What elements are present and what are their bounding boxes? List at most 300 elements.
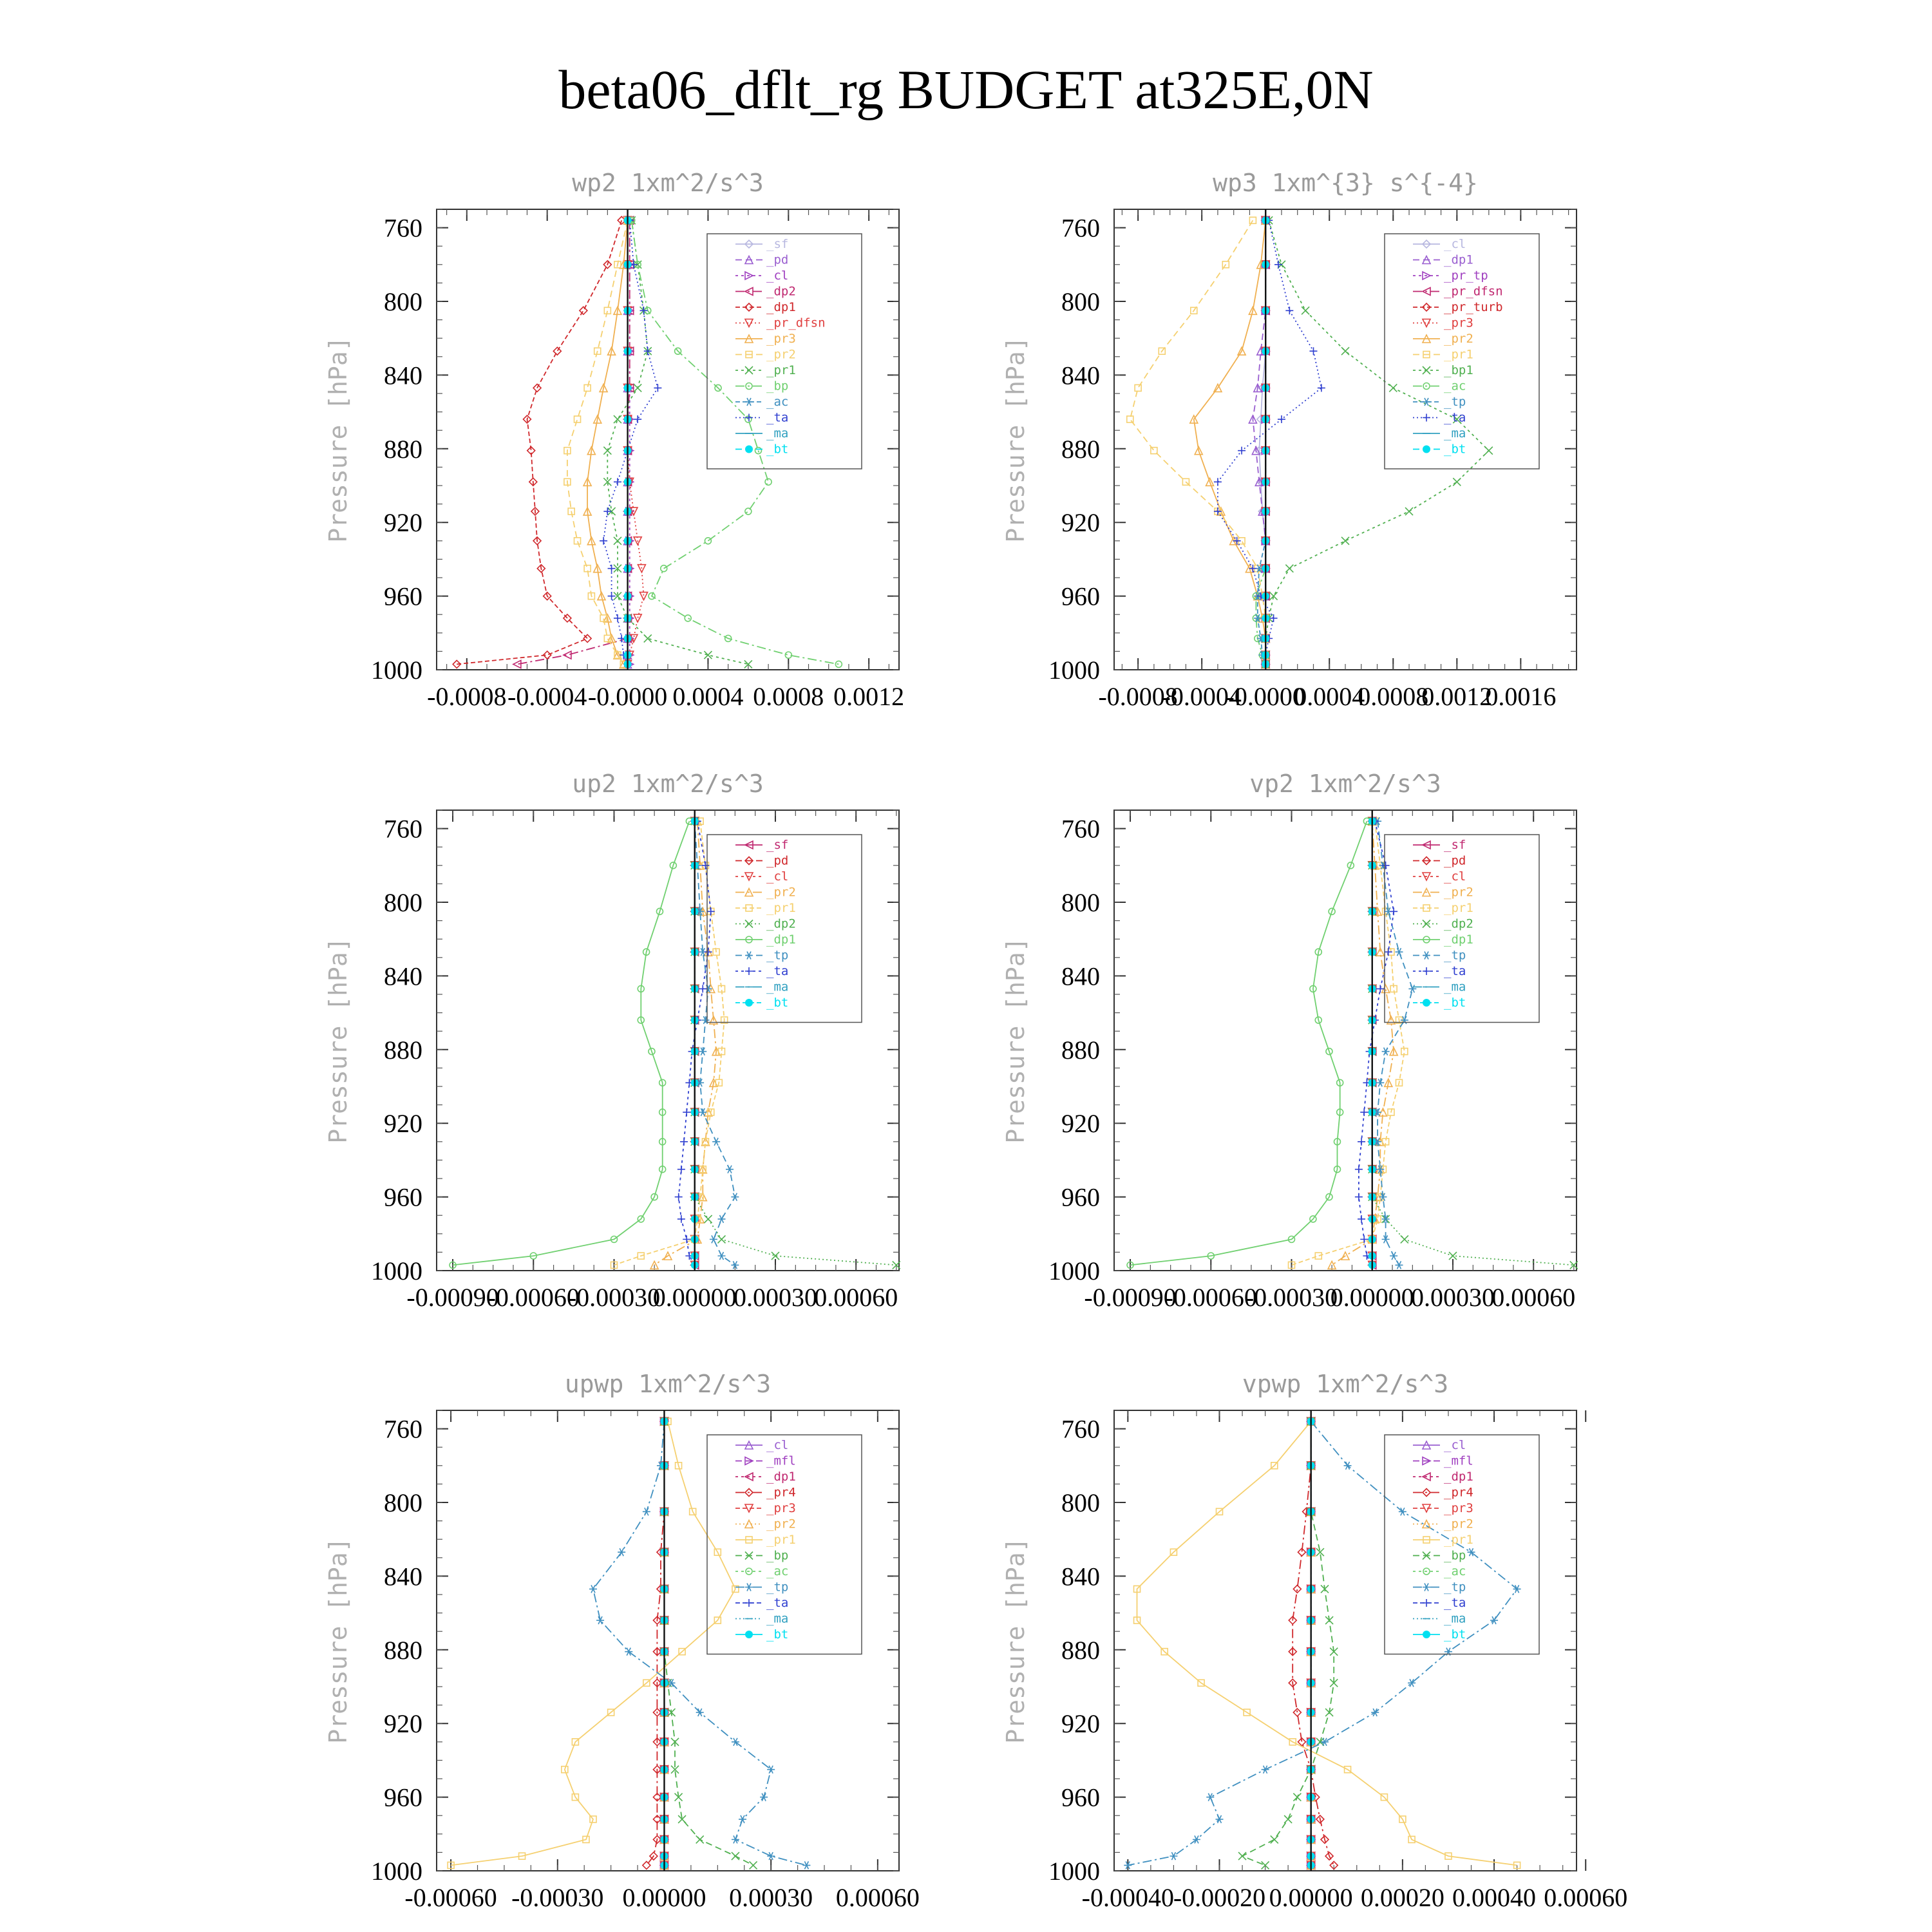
series-line	[695, 821, 735, 1265]
legend-label: _ac	[766, 1564, 789, 1578]
data-point	[717, 1252, 725, 1260]
series-line	[1130, 821, 1367, 1265]
data-point	[1309, 347, 1317, 355]
data-point	[614, 614, 621, 622]
legend-label: _dp1	[1444, 933, 1473, 947]
data-point	[680, 1138, 688, 1146]
data-point	[1293, 1794, 1301, 1801]
data-point	[1485, 447, 1493, 455]
chart-panel-4	[1001, 770, 1578, 1312]
data-point	[1214, 478, 1222, 486]
data-point	[1293, 1585, 1301, 1593]
legend-label: _bp	[766, 379, 789, 393]
legend-label: _bt	[1444, 996, 1466, 1010]
y-axis-label: Pressure [hPa]	[1001, 1537, 1030, 1744]
x-tick-label: 0.0016	[1485, 682, 1557, 711]
panel-title: wp2 1xm^2/s^3	[572, 169, 764, 197]
data-point	[1271, 1835, 1278, 1843]
y-tick-label: 920	[384, 1709, 422, 1739]
data-point	[553, 347, 561, 355]
legend-label: _pr_tp	[1444, 269, 1488, 283]
data-point	[1405, 507, 1413, 515]
data-point	[1408, 985, 1416, 992]
data-point	[614, 415, 621, 423]
data-point	[1206, 1794, 1214, 1801]
x-tick-label: 0.0012	[833, 682, 905, 711]
data-point	[1355, 1166, 1363, 1173]
data-point	[1216, 1815, 1224, 1823]
x-tick-label: -0.0004	[1162, 682, 1242, 711]
x-tick-label: -0.00020	[1173, 1883, 1266, 1912]
legend-marker	[1423, 952, 1430, 960]
data-point	[1293, 1709, 1301, 1716]
y-tick-label: 1000	[371, 656, 422, 685]
y-tick-label: 920	[1061, 508, 1100, 538]
plot-frame	[1114, 209, 1577, 670]
y-axis-label: Pressure [hPa]	[1001, 336, 1030, 543]
data-point	[685, 615, 691, 621]
data-point	[705, 948, 712, 956]
legend-label: _dp1	[1444, 1470, 1473, 1484]
legend-label: _dp1	[766, 933, 796, 947]
data-point	[1358, 1215, 1365, 1223]
legend-label: _bt	[766, 996, 789, 1010]
data-point	[739, 1815, 746, 1823]
legend-label: _cl	[766, 869, 789, 884]
legend-label: _tp	[766, 948, 789, 963]
plot-frame	[437, 1410, 899, 1871]
legend-marker	[1423, 414, 1430, 422]
data-point	[1355, 1193, 1363, 1201]
legend-marker	[745, 999, 753, 1007]
y-tick-label: 800	[1061, 1488, 1100, 1517]
x-tick-label: 0.00000	[652, 1283, 737, 1312]
legend-label: _ta	[1444, 1596, 1466, 1610]
legend-marker	[1423, 999, 1430, 1007]
plot-frame	[1114, 1410, 1577, 1871]
legend-label: _cl	[1444, 1438, 1466, 1452]
y-tick-label: 760	[1061, 814, 1100, 844]
legend-label: _tp	[1444, 948, 1466, 963]
series-line	[457, 220, 621, 664]
y-tick-label: 840	[384, 961, 422, 991]
series-dp1	[450, 818, 692, 1268]
data-point	[1170, 1852, 1177, 1860]
y-tick-label: 1000	[1048, 1256, 1100, 1285]
series-pr2	[1190, 216, 1269, 668]
x-tick-label: 0.0004	[1294, 682, 1365, 711]
y-tick-label: 1000	[371, 1857, 422, 1886]
x-tick-label: 0.00060	[814, 1283, 898, 1312]
series-pr2	[1328, 817, 1397, 1269]
x-tick-label: -0.00030	[567, 1283, 661, 1312]
data-point	[1285, 565, 1293, 573]
data-point	[1284, 1815, 1292, 1823]
y-tick-label: 880	[384, 434, 422, 464]
panel-title: up2 1xm^2/s^3	[572, 770, 764, 798]
legend-label: _ta	[1444, 410, 1466, 425]
data-point	[712, 1138, 720, 1146]
data-point	[603, 507, 611, 515]
y-tick-label: 960	[384, 1783, 422, 1812]
legend-label: _sf	[766, 838, 789, 852]
legend-label: _bp1	[1444, 363, 1473, 377]
data-point	[1249, 217, 1256, 223]
x-tick-label: -0.0000	[587, 682, 668, 711]
legend-label: _bp	[766, 1548, 789, 1563]
legend-label: _ta	[766, 1596, 789, 1610]
y-tick-label: 800	[384, 888, 422, 917]
data-point	[696, 1835, 704, 1843]
legend-label: _pr3	[766, 332, 796, 346]
data-point	[731, 1193, 739, 1201]
data-point	[1376, 985, 1384, 992]
x-tick-label: 0.00030	[1410, 1283, 1495, 1312]
data-point	[760, 1794, 768, 1801]
series-dp2	[513, 216, 634, 668]
legend-marker	[745, 446, 753, 453]
x-tick-label: 0.0004	[672, 682, 744, 711]
legend-marker	[1423, 1599, 1430, 1607]
legend-label: _pr3	[766, 1501, 796, 1515]
data-point	[765, 478, 772, 485]
data-point	[1382, 1048, 1390, 1056]
data-point	[750, 1861, 757, 1869]
legend-label: _bt	[1444, 1627, 1466, 1642]
x-tick-label: 0.00060	[1492, 1283, 1576, 1312]
legend-label: _pr1	[1444, 347, 1473, 362]
y-tick-label: 960	[1061, 582, 1100, 611]
legend-label: _pr_turb	[1444, 300, 1503, 314]
x-tick-label: 0.00000	[1330, 1283, 1414, 1312]
y-axis-label: Pressure [hPa]	[324, 336, 352, 543]
x-tick-label: -0.00090	[406, 1283, 499, 1312]
data-point	[745, 508, 752, 515]
y-tick-label: 960	[1061, 1783, 1100, 1812]
data-point	[1395, 948, 1403, 956]
data-point	[1341, 537, 1349, 545]
y-tick-label: 880	[1061, 1035, 1100, 1065]
data-point	[1262, 1766, 1269, 1774]
legend-marker	[1423, 398, 1430, 406]
data-point	[1302, 307, 1309, 314]
legend-label: _dp1	[1444, 252, 1473, 267]
legend-label: _ac	[1444, 1564, 1466, 1578]
series-pr1	[611, 818, 728, 1268]
data-point	[1135, 384, 1141, 391]
y-tick-label: 760	[1061, 213, 1100, 243]
data-point	[643, 1508, 650, 1515]
legend-marker	[745, 1631, 753, 1638]
y-tick-label: 920	[1061, 1109, 1100, 1139]
legend-label: _dp1	[766, 1470, 796, 1484]
legend	[707, 234, 862, 469]
data-point	[600, 537, 607, 545]
series-line	[453, 821, 689, 1265]
legend-label: _ta	[766, 410, 789, 425]
series-pr1	[1289, 818, 1408, 1268]
legend-marker	[745, 1599, 753, 1607]
y-tick-label: 840	[1061, 1562, 1100, 1591]
series-bp	[629, 217, 842, 667]
data-point	[802, 1861, 810, 1869]
legend-label: _pr2	[766, 347, 796, 362]
y-tick-label: 920	[1061, 1709, 1100, 1739]
y-tick-label: 1000	[1048, 656, 1100, 685]
legend-label: _pr3	[1444, 316, 1473, 330]
legend-label: _dp2	[1444, 916, 1473, 931]
legend-label: _sf	[766, 237, 789, 251]
legend-label: _dp2	[766, 916, 796, 931]
legend-marker	[745, 952, 753, 960]
data-point	[644, 634, 652, 642]
chart-panel-6	[1001, 1370, 1627, 1912]
data-point	[1238, 1852, 1246, 1860]
y-tick-label: 800	[1061, 287, 1100, 316]
data-point	[640, 592, 648, 600]
y-tick-label: 760	[1061, 1414, 1100, 1444]
panel-title: wp3 1xm^{3} s^{-4}	[1213, 169, 1478, 197]
data-point	[1453, 478, 1461, 486]
data-point	[745, 416, 752, 422]
series-pr1	[448, 1418, 739, 1868]
chart-panel-1	[324, 169, 904, 711]
data-point	[1341, 347, 1349, 355]
x-tick-label: -0.00030	[1245, 1283, 1338, 1312]
data-point	[1390, 1252, 1397, 1260]
data-point	[683, 1235, 690, 1243]
legend-label: _pd	[766, 252, 789, 267]
legend-label: _bt	[1444, 442, 1466, 457]
legend-label: _pr2	[1444, 885, 1473, 900]
y-tick-label: 880	[384, 1035, 422, 1065]
legend	[1385, 234, 1539, 469]
legend	[1385, 1435, 1539, 1654]
figure-title: beta06_dflt_rg BUDGET at325E,0N	[558, 59, 1374, 120]
x-tick-label: 0.00060	[1544, 1883, 1628, 1912]
legend-label: _pr2	[1444, 332, 1473, 346]
legend-marker	[1423, 446, 1430, 453]
legend-label: _dp2	[766, 284, 796, 299]
data-point	[1490, 1616, 1498, 1624]
data-point	[732, 1835, 739, 1843]
x-tick-label: 0.0008	[1358, 682, 1429, 711]
series-tp	[691, 817, 739, 1269]
legend-marker	[745, 967, 753, 975]
panel-title: vp2 1xm^2/s^3	[1249, 770, 1441, 798]
legend	[707, 835, 862, 1023]
legend-label: _pr4	[766, 1485, 796, 1500]
legend-label: _pr2	[1444, 1517, 1473, 1531]
data-point	[654, 384, 661, 392]
legend-marker	[1423, 1584, 1430, 1591]
x-tick-label: 0.00060	[835, 1883, 920, 1912]
panels	[324, 169, 1627, 1912]
data-point	[1401, 1235, 1408, 1243]
x-tick-label: 0.00020	[1360, 1883, 1444, 1912]
data-point	[1395, 1261, 1403, 1269]
legend-label: _cl	[766, 1438, 789, 1452]
y-tick-label: 840	[1061, 961, 1100, 991]
data-point	[772, 1252, 779, 1260]
legend-label: _ma	[766, 980, 789, 994]
legend-label: _pr1	[1444, 901, 1473, 915]
y-tick-label: 1000	[1048, 1857, 1100, 1886]
legend-marker	[1423, 366, 1430, 374]
data-point	[835, 661, 842, 667]
y-tick-label: 1000	[371, 1256, 422, 1285]
legend-label: _mfl	[766, 1454, 796, 1468]
data-point	[1193, 1835, 1200, 1843]
data-point	[677, 1215, 685, 1223]
x-tick-label: 0.00000	[622, 1883, 706, 1912]
series-line	[1242, 1421, 1334, 1865]
legend-label: _pr1	[766, 901, 796, 915]
data-point	[614, 537, 621, 545]
data-point	[1390, 907, 1397, 915]
x-tick-label: 0.00000	[1269, 1883, 1353, 1912]
legend-label: _mfl	[1444, 1454, 1473, 1468]
legend-label: _pr4	[1444, 1485, 1473, 1500]
legend-marker	[745, 1584, 753, 1591]
y-tick-label: 960	[1061, 1182, 1100, 1212]
series-line	[451, 1421, 735, 1865]
data-point	[1285, 307, 1293, 314]
legend-label: _ma	[1444, 426, 1466, 440]
data-point	[1360, 1108, 1368, 1116]
data-point	[675, 1193, 683, 1201]
data-point	[614, 478, 621, 486]
x-tick-label: 0.0012	[1421, 682, 1493, 711]
legend-marker	[745, 366, 753, 374]
x-tick-label: -0.00060	[1164, 1283, 1257, 1312]
y-axis-label: Pressure [hPa]	[324, 937, 352, 1144]
legend-label: _ta	[1444, 964, 1466, 978]
y-axis-label: Pressure [hPa]	[1001, 937, 1030, 1144]
y-tick-label: 760	[384, 1414, 422, 1444]
legend-label: _pd	[1444, 853, 1466, 868]
data-point	[767, 1852, 775, 1860]
series-pr2	[650, 817, 720, 1269]
data-point	[701, 862, 709, 869]
legend-label: _pd	[766, 853, 789, 868]
data-point	[683, 1108, 690, 1116]
data-point	[1274, 261, 1282, 269]
x-tick-label: 0.0008	[753, 682, 824, 711]
y-tick-label: 840	[1061, 361, 1100, 390]
data-point	[1360, 1235, 1368, 1243]
legend-label: _bt	[766, 1627, 789, 1642]
legend-label: _pr3	[1444, 1501, 1473, 1515]
x-tick-label: -0.0008	[1098, 682, 1178, 711]
series-bp	[1238, 1417, 1338, 1869]
legend-label: _ma	[766, 426, 789, 440]
y-tick-label: 960	[384, 1182, 422, 1212]
legend-label: _cl	[1444, 869, 1466, 884]
data-point	[574, 416, 581, 422]
x-tick-label: 0.00030	[729, 1883, 813, 1912]
legend-label: _ma	[766, 1611, 789, 1626]
panel-title: upwp 1xm^2/s^3	[564, 1370, 772, 1398]
legend-label: _bt	[766, 442, 789, 457]
legend-label: _pr1	[1444, 1533, 1473, 1547]
y-tick-label: 880	[1061, 1635, 1100, 1665]
legend-label: _ac	[766, 395, 789, 409]
data-point	[732, 1852, 739, 1860]
legend-label: _pr_dfsn	[766, 316, 826, 330]
y-tick-label: 840	[384, 1562, 422, 1591]
x-tick-label: -0.0004	[507, 682, 587, 711]
series-line	[614, 821, 724, 1265]
legend-label: _tp	[1444, 395, 1466, 409]
data-point	[1321, 1738, 1329, 1746]
series-line	[1292, 821, 1405, 1265]
plot-frame	[437, 209, 899, 670]
legend-label: _pr1	[766, 363, 796, 377]
plot-frame	[437, 810, 899, 1271]
y-tick-label: 880	[384, 1635, 422, 1665]
legend-label: _ac	[1444, 379, 1466, 393]
x-tick-label: -0.00060	[487, 1283, 580, 1312]
legend	[707, 1435, 862, 1654]
x-tick-label: -0.00040	[1081, 1883, 1174, 1912]
data-point	[726, 1166, 734, 1173]
legend-label: _sf	[1444, 838, 1466, 852]
legend-label: _ta	[766, 964, 789, 978]
y-tick-label: 960	[384, 582, 422, 611]
y-tick-label: 760	[384, 814, 422, 844]
y-axis-label: Pressure [hPa]	[324, 1537, 352, 1744]
chart-panel-5	[324, 1370, 920, 1912]
x-tick-label: 0.00040	[1452, 1883, 1537, 1912]
x-tick-label: -0.0000	[1226, 682, 1305, 711]
data-point	[634, 384, 641, 392]
data-point	[717, 1235, 725, 1243]
data-point	[1315, 1253, 1321, 1259]
legend-label: _bp	[1444, 1548, 1466, 1563]
x-tick-label: 0.00030	[733, 1283, 817, 1312]
data-point	[717, 1215, 725, 1223]
panel-title: vpwp 1xm^2/s^3	[1242, 1370, 1449, 1398]
legend-label: _pr2	[766, 885, 796, 900]
legend-label: _pr_dfsn	[1444, 284, 1503, 299]
legend-label: _cl	[766, 269, 789, 283]
x-tick-label: -0.0008	[427, 682, 507, 711]
chart-panel-2	[1001, 169, 1577, 711]
y-tick-label: 840	[384, 361, 422, 390]
data-point	[580, 307, 587, 314]
legend-label: _cl	[1444, 237, 1466, 251]
data-point	[574, 538, 581, 544]
legend-label: _tp	[766, 1580, 789, 1595]
y-tick-label: 800	[384, 287, 422, 316]
legend-label: _pr1	[766, 1533, 796, 1547]
legend-marker	[1423, 967, 1430, 975]
y-tick-label: 920	[384, 1109, 422, 1139]
series-line	[632, 220, 839, 664]
legend-label: _pr2	[766, 1517, 796, 1531]
legend-label: _tp	[1444, 1580, 1466, 1595]
data-point	[699, 985, 706, 992]
data-point	[677, 1166, 685, 1173]
series-dp1	[1127, 818, 1370, 1268]
x-tick-label: -0.00060	[404, 1883, 497, 1912]
data-point	[704, 651, 712, 659]
legend-label: _dp1	[766, 300, 796, 314]
data-point	[634, 415, 641, 423]
data-point	[705, 1215, 712, 1223]
data-point	[1389, 384, 1397, 392]
